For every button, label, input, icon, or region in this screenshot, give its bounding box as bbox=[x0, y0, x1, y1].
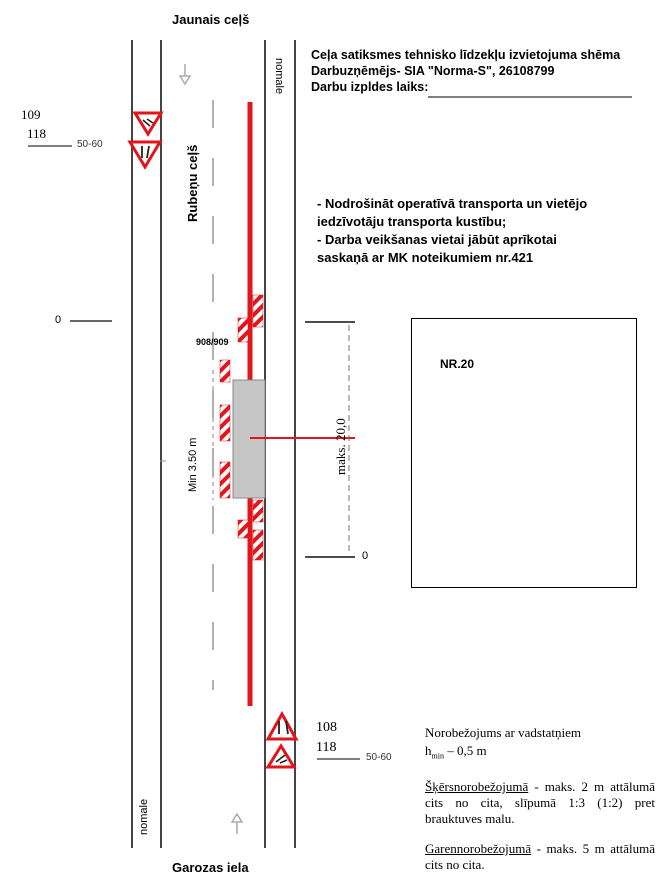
up-arrow-icon bbox=[180, 64, 190, 84]
barrier-block-8 bbox=[253, 530, 263, 560]
zero-label-right: 0 bbox=[362, 550, 369, 562]
note-line-2: iedzīvotāju transporta kustību; bbox=[317, 214, 507, 229]
legend-hmin-sub: min bbox=[431, 751, 444, 761]
road-narrows-sign-bottom-icon bbox=[268, 714, 296, 739]
min-width-label: Min 3.50 m bbox=[187, 437, 199, 492]
notes-block bbox=[317, 195, 647, 267]
legend-hmin-value: – 0,5 m bbox=[443, 743, 487, 758]
down-arrow-icon bbox=[232, 814, 242, 834]
legend-long-term: Garennorobežojumā bbox=[425, 840, 532, 856]
sign-distance-top: 50-60 bbox=[77, 139, 103, 150]
header-block bbox=[311, 47, 651, 95]
zero-label-left: 0 bbox=[55, 314, 62, 326]
photo-box-label: NR.20 bbox=[440, 357, 475, 371]
road-works-sign-icon bbox=[135, 113, 161, 134]
sign-code-top-2: 118 bbox=[27, 126, 47, 141]
road-name-side: Rubeņu ceļš bbox=[185, 144, 200, 222]
shoulder-label-left: nomale bbox=[138, 798, 150, 835]
legend-hmin bbox=[425, 743, 655, 765]
sign-code-bottom-1: 108 bbox=[316, 720, 337, 735]
barrier-block-5 bbox=[220, 462, 230, 498]
max-length-label: maks. 20,0 bbox=[333, 418, 348, 475]
barrier-block-1 bbox=[253, 295, 263, 327]
sign-code-top-1: 109 bbox=[21, 107, 41, 122]
legend-cross-text: - maks. 2 m attālumā cits no cita, slīpumā 1:3 (1:2) pret brauktuves malu. bbox=[425, 778, 655, 826]
road-name-bottom: Garozas iela bbox=[172, 860, 249, 875]
barrier-block-2 bbox=[238, 318, 248, 342]
note-line-1: - Nodrošināt operatīvā transporta un vietējo bbox=[317, 196, 588, 211]
sign-code-bottom-2: 118 bbox=[316, 740, 337, 755]
legend-title: Norobežojums ar vadstatņiem bbox=[425, 725, 581, 740]
road-narrows-sign-icon bbox=[130, 142, 160, 167]
note-line-3: - Darba veikšanas vietai jābūt aprīkotai bbox=[317, 232, 557, 247]
barrier-block-6 bbox=[253, 500, 263, 522]
legend-cross bbox=[425, 779, 655, 827]
legend-cross-term: Šķērsnorobežojumā bbox=[425, 778, 529, 794]
legend-hmin-label: h bbox=[425, 743, 432, 758]
note-line-4: saskaņā ar MK noteikumiem nr.421 bbox=[317, 250, 534, 265]
sign-distance-bottom: 50-60 bbox=[366, 752, 392, 763]
legend-long-text: - maks. 5 m attālumā cits no cita. bbox=[425, 840, 655, 872]
barrier-block-4 bbox=[220, 405, 230, 441]
contractor-line: Darbuzņēmējs- SIA "Norma-S", 26108799 bbox=[311, 64, 555, 78]
barrier-block-3 bbox=[220, 360, 230, 382]
photo-box bbox=[411, 318, 637, 588]
barrier-code-label: 908/909 bbox=[196, 337, 229, 347]
road-works-sign-bottom-icon bbox=[268, 746, 294, 767]
shoulder-label-right: nomale bbox=[273, 58, 285, 95]
road-name-top: Jaunais ceļš bbox=[172, 12, 250, 27]
legend-block bbox=[425, 725, 655, 873]
barrier-block-7 bbox=[238, 520, 248, 538]
work-time-label: Darbu izpldes laiks: bbox=[311, 80, 429, 94]
legend-long bbox=[425, 841, 655, 873]
scheme-title: Ceļa satiksmes tehnisko līdzekļu izvietojuma shēma bbox=[311, 48, 621, 62]
